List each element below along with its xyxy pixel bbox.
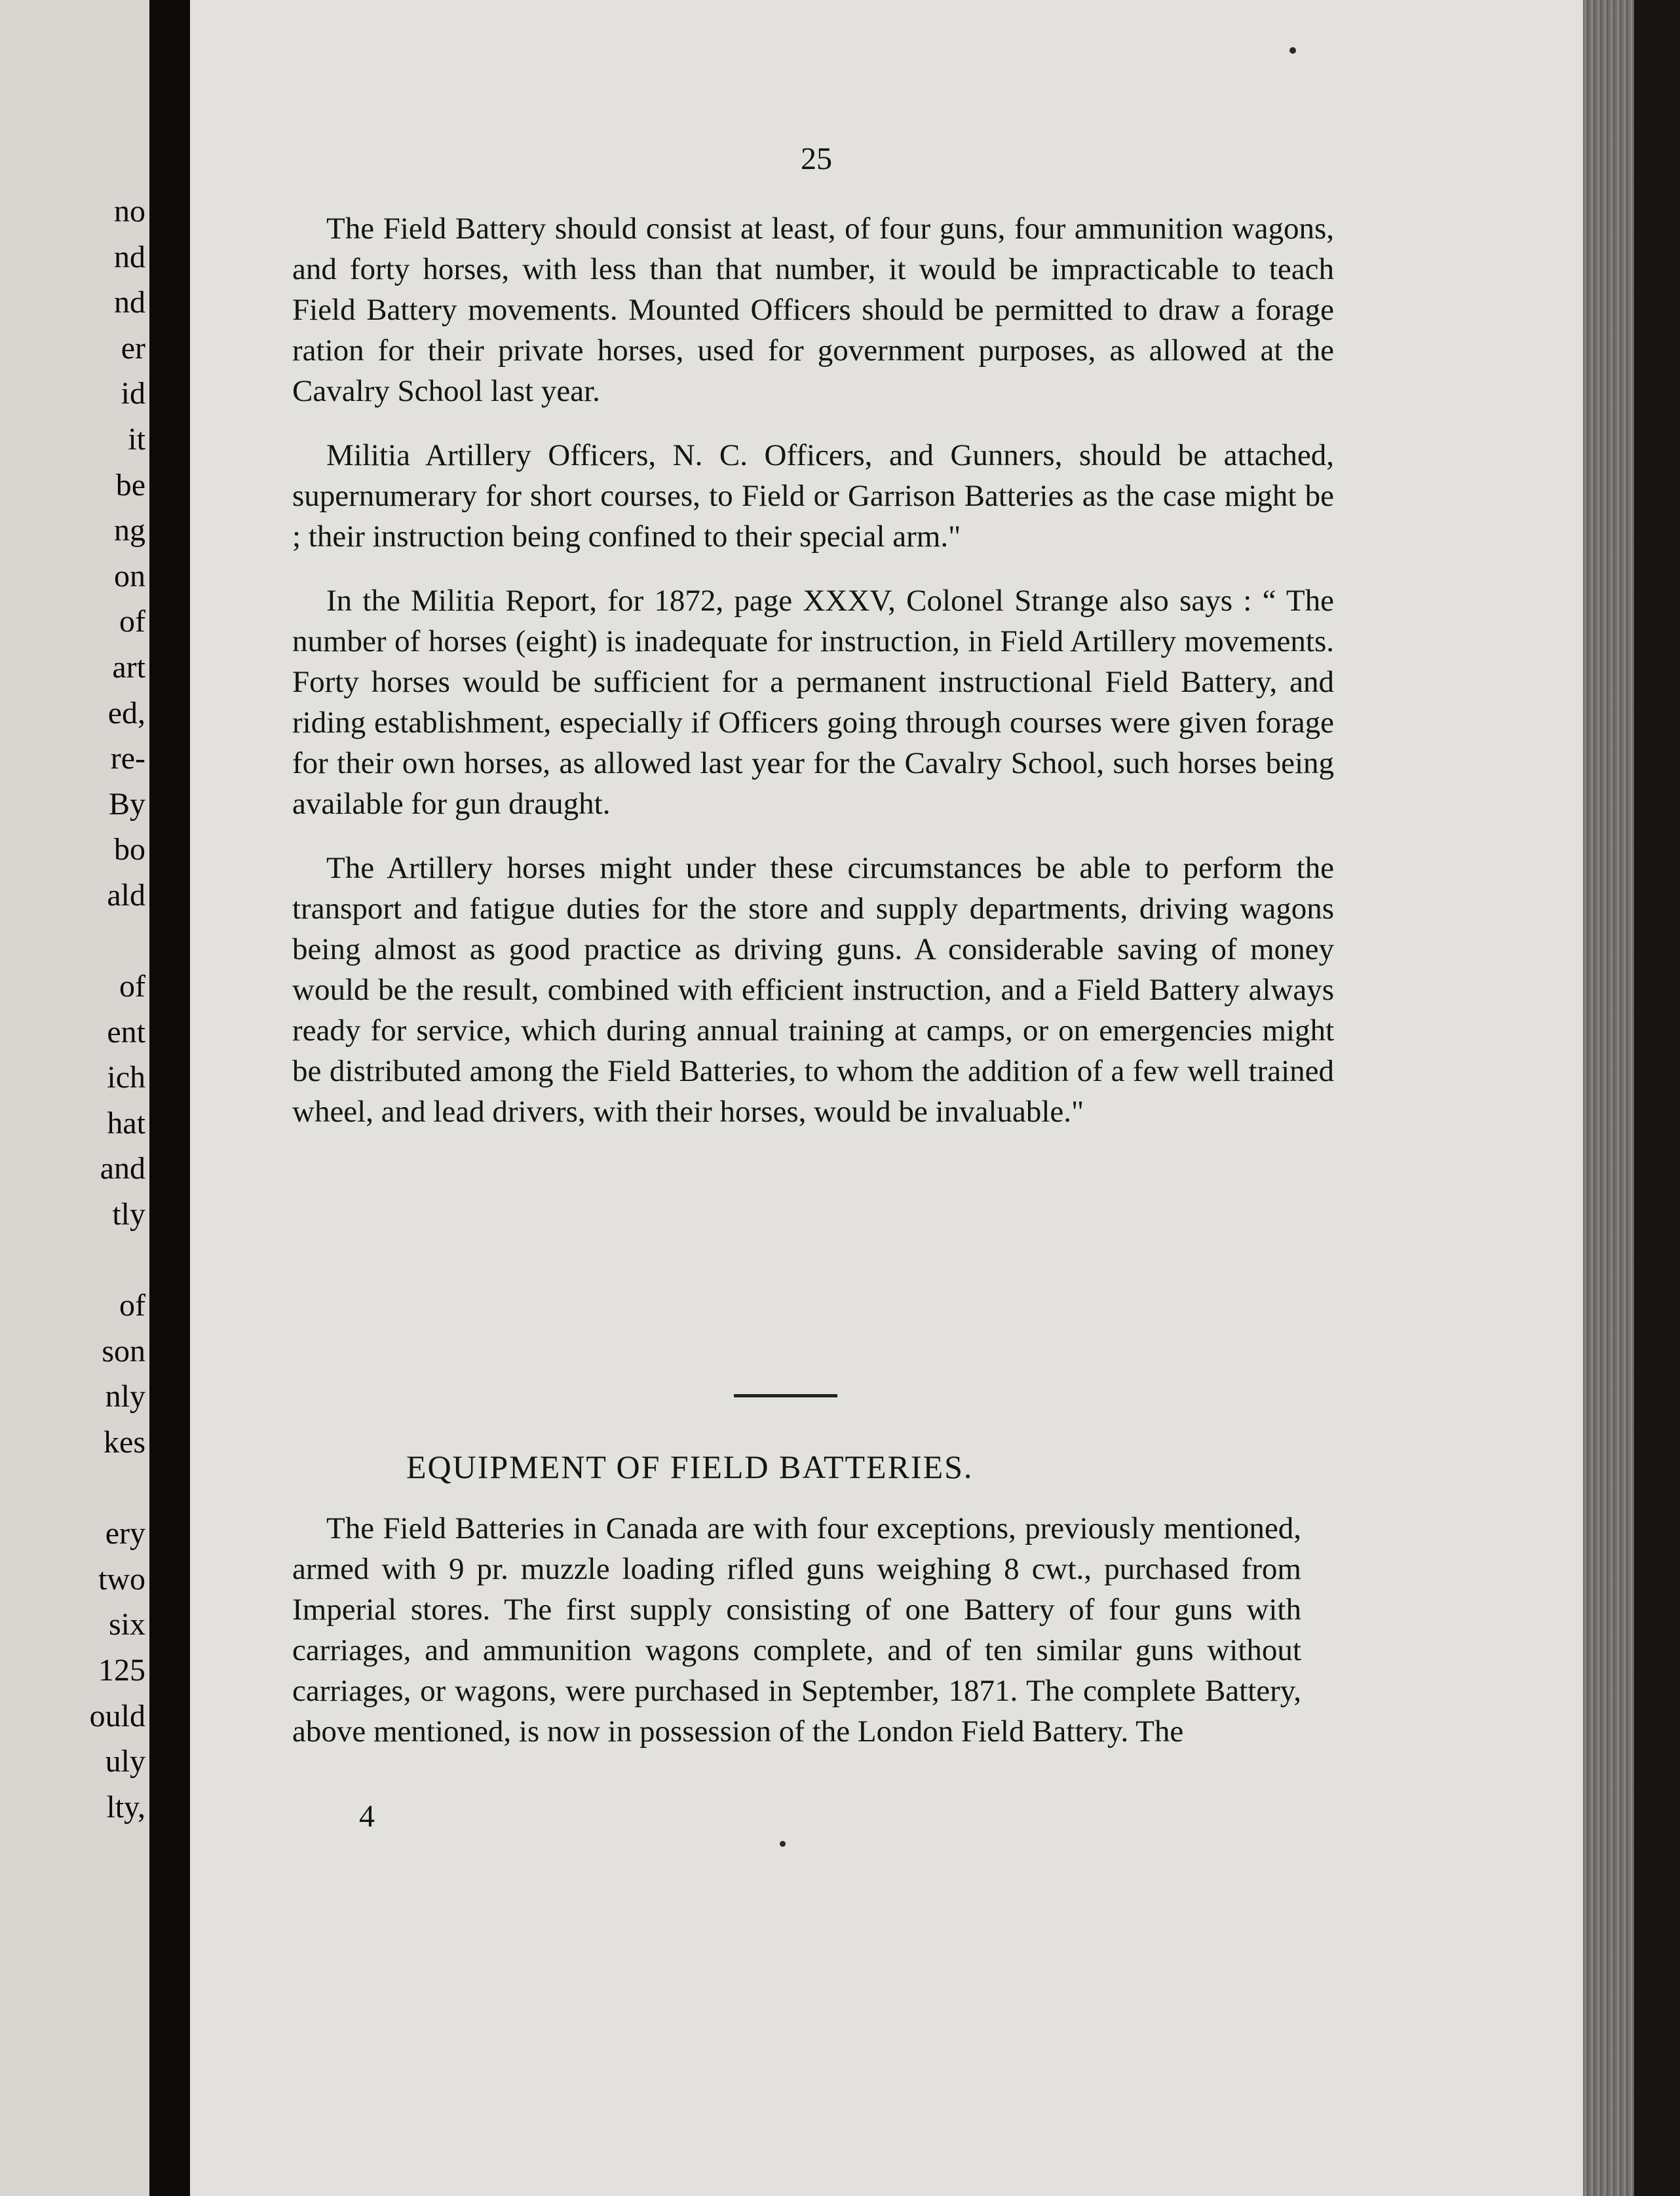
adjacent-page-fragment: it [128, 421, 145, 457]
adjacent-page-fragment [90, 1466, 145, 1511]
paragraph-militia-report: In the Militia Report, for 1872, page XXXV, Colonel Strange also says : “ The number of horses (eight) is inadequate for instruction, in Field Artillery movements. Forty horses would be sufficient for a permanent instructional Field Battery, and riding establishment, especially if Officers going through courses were given forage for their own horses, as allowed last year for the Cavalry School, such horses being available for gun draught. [292, 584, 1334, 821]
adjacent-page-fragment: be [115, 467, 145, 502]
ink-speck [1289, 47, 1296, 54]
adjacent-page-fragment: er [121, 330, 145, 366]
paragraph-field-batteries-canada: The Field Batteries in Canada are with four exceptions, previously mentioned, armed with 9 pr. muzzle loading rifled guns weighing 8 cwt., purchased from Imperial stores. The first supply consisting of one Battery of four guns with carriages, and ammunition wagons complete, and of ten similar guns without carriages, or wagons, were purchased in September, 1871. The complete Battery, above mentioned, is now in possession of the London Field Battery. The [292, 1511, 1301, 1749]
adjacent-page-fragment: art [112, 649, 145, 685]
adjacent-page-fragment: son [102, 1333, 145, 1369]
page-stack-edge [1583, 0, 1634, 2196]
adjacent-page-fragment: no [114, 194, 145, 229]
adjacent-page-fragment: two [98, 1561, 145, 1597]
adjacent-page-fragment: of [119, 1288, 145, 1323]
section-text-block [292, 1508, 1301, 1752]
adjacent-page-fragment: ng [114, 513, 145, 548]
adjacent-page [0, 0, 149, 2196]
section-heading: EQUIPMENT OF FIELD BATTERIES. [406, 1448, 974, 1485]
adjacent-page-fragment: 125 [98, 1653, 145, 1688]
adjacent-page-fragment: ald [107, 877, 145, 913]
adjacent-page-fragment: By [108, 786, 145, 822]
adjacent-page-fragment: of [119, 969, 145, 1004]
adjacent-page-fragment: six [108, 1607, 145, 1642]
scan-border [1634, 0, 1680, 2196]
paragraph-militia-officers: Militia Artillery Officers, N. C. Officers, and Gunners, should be attached, supernumerary for short courses, to Field or Garrison Batteries as the case might be ; their instruction being confined to their special arm." [292, 438, 1334, 554]
adjacent-page-fragment: uly [105, 1744, 145, 1779]
adjacent-page-fragment: ent [107, 1014, 145, 1050]
paragraph-field-battery: The Field Battery should consist at least, of four guns, four ammunition wagons, and forty horses, with less than that number, it would be impracticable to teach Field Battery movements. Mounted Officers should be permitted to draw a forage ration for their private horses, used for government purposes, as allowed at the Cavalry School last year. [292, 212, 1334, 408]
adjacent-page-fragment: ery [105, 1516, 145, 1551]
page-number: 25 [801, 142, 832, 176]
adjacent-page-fragment: ich [107, 1060, 145, 1095]
adjacent-page-fragment: re- [110, 741, 145, 776]
adjacent-page-fragment: and [100, 1151, 145, 1186]
adjacent-page-fragment: ed, [107, 695, 145, 730]
book-gutter [149, 0, 190, 2196]
adjacent-page-text-fragments [90, 189, 145, 1830]
paragraph-artillery-horses: The Artillery horses might under these circumstances be able to perform the transport and fatigue duties for the store and supply departments, driving wagons being almost as good practice as driving guns. A considerable saving of money would be the result, combined with efficient instruction, and a Field Battery always ready for service, which during annual training at camps, or on emergencies might be distributed among the Field Batteries, to whom the addition of a few well trained wheel, and lead drivers, with their horses, would be invaluable." [292, 851, 1334, 1129]
adjacent-page-fragment: on [114, 558, 145, 594]
adjacent-page-fragment [90, 1238, 145, 1283]
adjacent-page-fragment: hat [107, 1105, 145, 1141]
adjacent-page-fragment: ould [89, 1698, 145, 1733]
adjacent-page-fragment: id [121, 376, 145, 411]
ink-speck [780, 1841, 786, 1847]
adjacent-page-fragment: nd [114, 239, 145, 274]
adjacent-page-fragment: tly [112, 1197, 145, 1232]
adjacent-page-fragment: of [119, 604, 145, 639]
adjacent-page-fragment: bo [114, 832, 145, 867]
adjacent-page-fragment [90, 918, 145, 964]
adjacent-page-fragment: nd [114, 285, 145, 320]
main-text-block [292, 208, 1334, 1156]
adjacent-page-fragment: kes [104, 1425, 145, 1460]
adjacent-page-fragment: nly [105, 1379, 145, 1414]
section-divider [734, 1394, 837, 1397]
adjacent-page-fragment: lty, [106, 1789, 145, 1825]
signature-mark: 4 [359, 1799, 375, 1834]
